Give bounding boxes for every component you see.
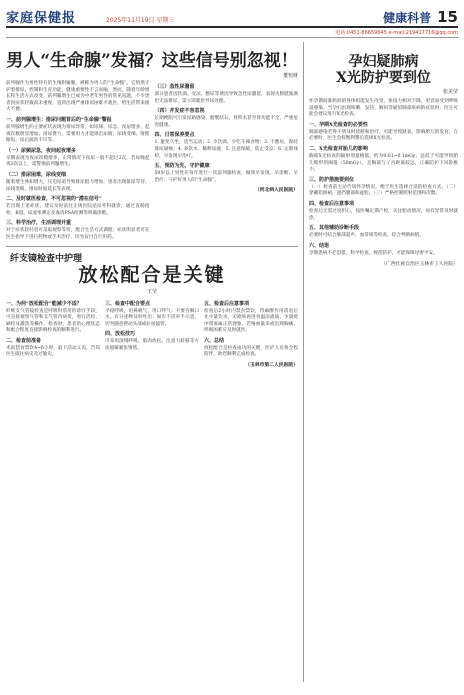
article3-sub4: 四、检查后注意事项 [309, 200, 355, 207]
article2-kicker: 纤支镜检查中护理 [10, 253, 83, 264]
article3-p3: （一）检查前主动告知怀孕情况，便于医生选择合适的检查方式。（二）穿戴铅围裙，遮挡腹部和盆腔。（三）严格控制照射范围和次数。 [309, 184, 458, 197]
article1-body [6, 81, 298, 242]
article3-p5: 必要时可结合肺部超声、血常规等检查，综合判断病情。 [309, 233, 424, 239]
article3-intro: 怀孕期间准妈妈的身体机能发生改变，免疫力相对下降，更容易受到呼吸道感染，当孕妇出现咳嗽、发热、胸闷等疑似肺部疾病的症状时，医生可能会建议进行X光检查。 [309, 99, 458, 118]
article3-sub2: 二、X光检查对胎儿的影响 [309, 145, 368, 152]
article1-title: 男人“生命腺”发福？这些信号别忽视！ [6, 51, 298, 71]
contact-line: 电话:0451-86659645 e-mail:219417716@qq.com [6, 28, 458, 38]
article1-col2-sub2: （四）并发症不容忽视 [154, 108, 205, 115]
article3-source: （广西壮族自治区玉林市工人医院） [381, 262, 458, 268]
article1-p3: 随着增生体积增大，压迫尿道导致排尿阻力增加，患者出现排尿等待、尿线变细、排尿时间延长等表现。 [6, 179, 150, 192]
article1-p1: 前列腺增生的主要症状表现为排尿异常，如尿频、尿急、夜尿增多，起夜次数明显增加；排尿费力，需要用力才能排出尿液；尿线变细、射程缩短，尿后滴沥不尽等。 [6, 124, 150, 144]
article3-p6: 孕期患病不必恐慌，科学检查、规范防护，才能保障母婴平安。 [309, 250, 438, 256]
article2-title: 放松配合是关键 [78, 263, 226, 286]
article1-col2 [155, 81, 299, 242]
article2-c3-sub1: 五、检查后注意事项 [204, 300, 250, 307]
article2-col3 [204, 298, 298, 369]
article2-col1 [6, 298, 100, 369]
article1-sub2: （一）尿频尿急，夜间起夜增多 [6, 147, 77, 154]
article1-sub1: 一、前列腺增生：排尿问题背后的“生命腺”警报 [6, 116, 112, 123]
article2-c1-sub1: 一、为何“放松配合”能减少不适？ [6, 300, 82, 307]
article3-sub1: 一、孕期X光检查的必要性 [309, 121, 368, 128]
article3-author: 张美莹 [442, 89, 458, 95]
paper-name: 家庭保健报 [6, 11, 77, 26]
article1-p5: 对于症状较轻者可采取观察等待，配合生活方式调理；症状明显者可在医生指导下进行药物或手术治疗，切勿盲目自行用药。 [6, 228, 150, 240]
page-number: 15 [437, 8, 458, 26]
article2-c1-p1: 纤维支气管镜检查是呼吸科常用的诊疗手段，可直接观察气管和支气管内病变，进行活检、刷检及灌洗等操作。检查时，患者的心理状态和配合程度直接影响检查的顺利进行。 [6, 308, 100, 334]
article1-col2-p4: 50岁以上男性应每年进行一次前列腺检查，做到早发现、早诊断、早治疗，守护好男人的“生命腺”。 [154, 171, 298, 183]
article1-col1 [6, 81, 150, 242]
article2-c2-p2: 可采用深慢呼吸、肌肉放松、注意力转移等方法缓解紧张情绪。 [105, 339, 199, 351]
article1-col2-sub3: 四、日常保养要点 [154, 132, 195, 139]
article3-p2: 胸部X光检查的辐射剂量极低，约为0.01~0.1mGy，远低于可能导致胎儿畸形的阈值（50mGy），且胸部与子宫距离较远，正确防护下风险极小。 [309, 153, 458, 173]
article2-c2-sub1: 三、检查中配合要点 [105, 300, 151, 307]
article2-c3-sub2: 六、总结 [204, 337, 225, 344]
article1-intro: 前列腺作为男性特有的生殖附属腺，被称为男人的“生命腺”。它悄然守护着排尿、控制和生育功能，健康重要性不言而喻，然而，随着年龄增长和生活方式改变，前列腺增生已成为中老年男性的常见问题，不少患者因症状轻微而未重视，直到出现严重排尿困难才就医，给生活带来极大不便。 [6, 81, 150, 113]
article3-sub3: 三、防护措施要到位 [309, 176, 355, 183]
article1-col2-sub4: 五、预防为先，守护健康 [154, 163, 210, 170]
article1-p4: 若出现上述症状，建议及时前往正规医院泌尿外科就诊，通过直肠指检、B超、尿流率测定及血清PSA检测等明确诊断。 [6, 204, 150, 216]
article2-c3-p1: 检查后2小时内禁食禁饮，待麻醉作用消退后先少量饮水，无呛咳再进食温凉流质；少量痰中带血属正常现象，若咯血量多或出现胸痛、呼吸困难应及时就医。 [204, 308, 298, 334]
article1-source: （河北病人民医院） [254, 188, 298, 194]
article1-sub4: 二、及时就医检查，不可忽视的“潜在信号” [6, 196, 102, 203]
article2-c2-sub2: 四、放松技巧 [105, 331, 136, 338]
left-column [6, 42, 304, 682]
article1-col2-p1: 部分患者因饮酒、受凉、憋尿等诱因导致急性尿潴留，表现为膀胱胀满但无法排尿，需立即就医导尿处理。 [154, 92, 298, 104]
section-title: 健康科普 [383, 11, 432, 25]
article-divider [6, 246, 298, 247]
article3-p1: 肺部感染若得不到及时诊断和治疗，可能导致缺氧，影响胎儿的发育，在必要时，医生会权衡利弊后选择X光检查。 [309, 129, 458, 142]
section-block [383, 8, 458, 26]
article3-sub5: 五、其他辅助诊断手段 [309, 225, 360, 232]
article2-c1-sub2: 二、检查前准备 [6, 337, 42, 344]
article2-c2-p1: 平稳呼吸，用鼻吸气、用口呼气；不要吞咽口水，有分泌物及时吐出；如有不适举手示意，切勿随意摆动头部或拉扯镜管。 [105, 308, 199, 327]
article1-sub5: 三、科学治疗，生活调理并重 [6, 220, 72, 227]
page-header [6, 4, 458, 28]
article1-p2: 早期表现为夜尿次数增多，正常情况下夜尿一般不超过2次，若每晚起夜3次以上，需警惕前列腺增生。 [6, 155, 150, 168]
article1-author: 董恒财 [282, 73, 298, 79]
article1-col2-sub1: （三）急性尿潴留 [154, 84, 195, 90]
article3-p4: 检查后无需过度担心，按医嘱定期产检，关注胎动情况，如有异常及时就诊。 [309, 208, 458, 221]
article1-sub3: （二）排尿困难，尿线变细 [6, 171, 67, 178]
article3-title-line2: X光防护要到位 [336, 70, 431, 86]
article1-col2-p2: 长期梗阻可引发尿路感染、膀胱结石、肾积水甚至肾功能不全，严重危害健康。 [154, 116, 298, 128]
article2-c1-p2: 术前禁食禁饮4~6小时，取下活动义齿，告知医生既往病史及过敏史。 [6, 345, 100, 358]
right-column [304, 42, 458, 682]
article3-sub6: 六、结语 [309, 242, 330, 249]
article2-body [6, 298, 298, 369]
article2-c3-p2: 放松配合是检查成功的关键，医护人员将全程陪伴，助您顺利完成检查。 [204, 345, 298, 358]
article1-col2-p3: 1. 避免久坐，适当运动；2. 少饮酒，少吃辛辣食物；3. 不憋尿，保持排尿通畅；4. 多饮水，稀释尿液；5. 注意保暖，防止受凉；6. 定期体检，早发现早治疗。 [154, 140, 298, 159]
page-body [6, 42, 458, 682]
issue-date: 2025年11月19日 星期三 [106, 17, 175, 24]
article2-col2 [105, 298, 199, 369]
article3-title-line1: 孕妇疑肺病 [348, 54, 419, 70]
article2-source: （玉林市第二人民医院） [245, 363, 298, 369]
article2-author: 王莹 [146, 288, 157, 295]
